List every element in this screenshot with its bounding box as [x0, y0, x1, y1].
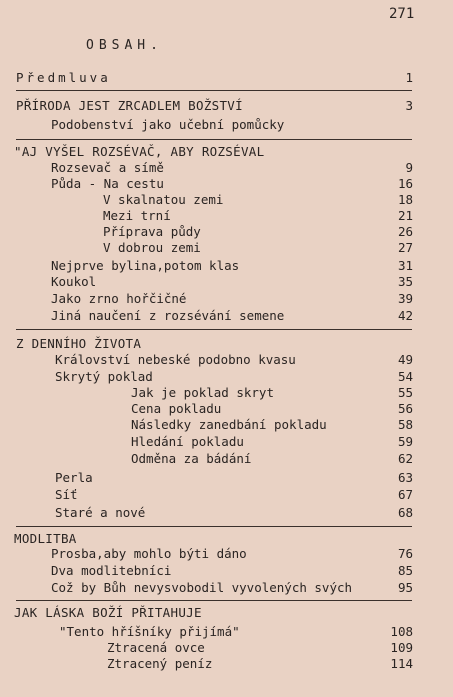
divider [16, 526, 412, 527]
entry-title: Jak je poklad skryt [131, 385, 274, 400]
entry-page: 76 [397, 546, 413, 561]
toc-entry[interactable] [0, 401, 453, 417]
entry-page: 67 [397, 487, 413, 502]
toc-entry[interactable] [0, 240, 453, 256]
contents-heading: OBSAH. [86, 38, 163, 53]
entry-page: 114 [390, 656, 413, 671]
entry-page: 54 [397, 369, 413, 384]
toc-entry[interactable] [0, 117, 453, 133]
entry-title: Hledání pokladu [131, 434, 244, 449]
entry-page: 55 [397, 385, 413, 400]
entry-page: 56 [397, 401, 413, 416]
entry-title: Což by Bůh nevysvobodil vyvolených svých [51, 580, 353, 595]
toc-entry[interactable] [0, 624, 453, 640]
toc-entry[interactable] [0, 656, 453, 672]
toc-section[interactable] [0, 605, 453, 621]
entry-title: Odměna za bádání [131, 451, 252, 466]
entry-page: 63 [397, 470, 413, 485]
toc-entry[interactable] [0, 434, 453, 450]
toc-section[interactable] [0, 336, 453, 352]
toc-entry[interactable] [0, 160, 453, 176]
page-number: 271 [389, 6, 415, 22]
entry-page: 26 [397, 224, 413, 239]
section-title: MODLITBA [14, 531, 77, 546]
toc-entry[interactable] [0, 546, 453, 562]
toc-entry[interactable] [0, 369, 453, 385]
toc-entry[interactable] [0, 487, 453, 503]
entry-page: 39 [397, 291, 413, 306]
entry-page: 85 [397, 563, 413, 578]
entry-page: 16 [397, 176, 413, 191]
entry-title: Skrytý poklad [55, 369, 153, 384]
entry-title: V dobrou zemi [103, 240, 201, 255]
entry-page: 18 [397, 192, 413, 207]
entry-title: V skalnatou zemi [103, 192, 224, 207]
toc-entry[interactable] [0, 385, 453, 401]
entry-page: 35 [397, 274, 413, 289]
toc-entry[interactable] [0, 563, 453, 579]
toc-entry[interactable] [0, 451, 453, 467]
entry-page: 108 [390, 624, 413, 639]
toc-entry[interactable] [0, 417, 453, 433]
entry-page: 27 [397, 240, 413, 255]
entry-page: 3 [405, 98, 413, 113]
entry-title: Půda - Na cestu [51, 176, 164, 191]
toc-section[interactable] [0, 144, 453, 160]
toc-entry[interactable] [0, 224, 453, 240]
entry-page: 31 [397, 258, 413, 273]
entry-title: Dva modlitebníci [51, 563, 172, 578]
entry-title: Jako zrno hořčičné [51, 291, 187, 306]
toc-entry[interactable] [0, 505, 453, 521]
entry-title: Staré a nové [55, 505, 146, 520]
entry-page: 1 [405, 70, 413, 85]
entry-page: 95 [397, 580, 413, 595]
toc-entry[interactable] [0, 70, 453, 86]
toc-entry[interactable] [0, 470, 453, 486]
entry-title: Příprava půdy [103, 224, 201, 239]
entry-title: Předmluva [16, 70, 111, 85]
entry-page: 49 [397, 352, 413, 367]
divider [16, 329, 412, 330]
entry-title: Jiná naučení z rozsévání semene [51, 308, 285, 323]
entry-page: 62 [397, 451, 413, 466]
entry-page: 58 [397, 417, 413, 432]
toc-entry[interactable] [0, 308, 453, 324]
entry-page: 21 [397, 208, 413, 223]
entry-title: Cena pokladu [131, 401, 222, 416]
toc-entry[interactable] [0, 580, 453, 596]
entry-page: 68 [397, 505, 413, 520]
entry-title: Rozsevač a símě [51, 160, 164, 175]
entry-title: Ztracená ovce [107, 640, 205, 655]
entry-title: Mezi trní [103, 208, 171, 223]
toc-entry[interactable] [0, 274, 453, 290]
toc-entry[interactable] [0, 291, 453, 307]
entry-title: Prosba,aby mohlo býti dáno [51, 546, 247, 561]
toc-section[interactable] [0, 531, 453, 547]
entry-page: 9 [405, 160, 413, 175]
entry-title: Perla [55, 470, 93, 485]
entry-title: Nejprve bylina,potom klas [51, 258, 240, 273]
toc-entry[interactable] [0, 352, 453, 368]
divider [16, 139, 412, 140]
toc-entry[interactable] [0, 192, 453, 208]
divider [16, 90, 412, 91]
entry-page: 109 [390, 640, 413, 655]
section-title: Z DENNÍHO ŽIVOTA [16, 336, 142, 351]
toc-entry[interactable] [0, 258, 453, 274]
entry-title: Ztracený peníz [107, 656, 213, 671]
entry-title: Království nebeské podobno kvasu [55, 352, 296, 367]
section-title: JAK LÁSKA BOŽÍ PŘITAHUJE [14, 605, 202, 620]
divider [16, 600, 412, 601]
toc-entry[interactable] [0, 208, 453, 224]
entry-page: 59 [397, 434, 413, 449]
entry-page: 42 [397, 308, 413, 323]
section-title: "AJ VYŠEL ROZSÉVAČ, ABY ROZSÉVAL [14, 144, 265, 159]
entry-title: Následky zanedbání pokladu [131, 417, 327, 432]
toc-entry[interactable] [0, 640, 453, 656]
entry-title: Koukol [51, 274, 97, 289]
entry-title: "Tento hříšníky přijímá" [59, 624, 240, 639]
section-title: PŘÍRODA JEST ZRCADLEM BOŽSTVÍ [16, 98, 243, 113]
entry-title: Podobenství jako učební pomůcky [51, 117, 285, 132]
toc-entry[interactable] [0, 176, 453, 192]
entry-title: Síť [55, 487, 78, 502]
toc-section[interactable] [0, 98, 453, 114]
